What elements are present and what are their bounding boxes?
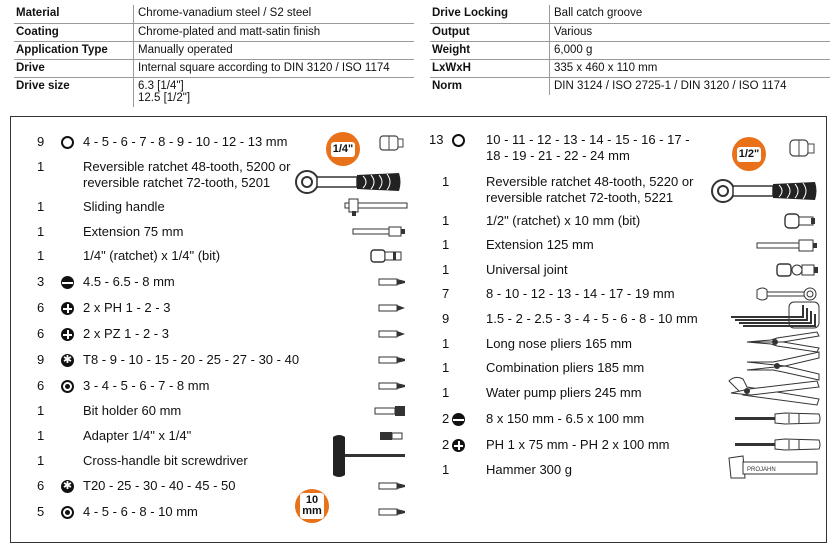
- slotted-screwdriver-icon: [733, 409, 821, 429]
- item-qty: 2: [442, 437, 450, 452]
- item-desc-line2: 18 - 19 - 21 - 22 - 24 mm: [486, 148, 630, 163]
- item-desc-line1: Reversible ratchet 48-tooth, 5200 or: [83, 159, 291, 174]
- item-qty: 5: [37, 504, 45, 519]
- phillips-symbol-icon: [61, 302, 74, 315]
- spec-label: Norm: [430, 78, 550, 95]
- bit-icon: [377, 506, 407, 518]
- item-desc: Sliding handle: [83, 199, 165, 214]
- item-desc: 3 - 4 - 5 - 6 - 7 - 8 mm: [83, 378, 210, 393]
- spec-row-application-type: [14, 41, 414, 59]
- bit-adapter-icon: [367, 247, 407, 265]
- badge-label: 1/2": [738, 147, 760, 160]
- item-desc: 8 - 10 - 12 - 13 - 14 - 17 - 19 mm: [486, 286, 675, 301]
- item-desc: PH 1 x 75 mm - PH 2 x 100 mm: [486, 437, 670, 452]
- torx-symbol-icon: [61, 480, 74, 493]
- cross-handle-screwdriver-icon: [331, 431, 409, 481]
- spec-value: Manually operated: [138, 44, 233, 56]
- item-desc: [83, 159, 290, 191]
- item-qty: 1: [442, 336, 450, 351]
- bit-socket-icon: [781, 212, 821, 230]
- item-qty: 1: [442, 385, 450, 400]
- universal-joint-icon: [775, 261, 819, 279]
- spec-table-left: [14, 5, 414, 107]
- item-qty: 6: [37, 326, 45, 341]
- spec-value: DIN 3124 / ISO 2725-1 / DIN 3120 / ISO 1174: [554, 80, 787, 92]
- spec-table-right: [430, 5, 830, 95]
- sliding-handle-icon: [339, 195, 409, 217]
- item-desc-line1: 10 - 11 - 12 - 13 - 14 - 15 - 16 - 17 -: [486, 132, 690, 147]
- spec-row-norm: [430, 77, 830, 95]
- spec-label: Drive Locking: [430, 5, 550, 23]
- spec-label: Weight: [430, 42, 550, 59]
- extension-icon: [755, 238, 819, 254]
- hammer-brand-label: PROJAHN: [747, 467, 776, 473]
- spec-value: Chrome-vanadium steel / S2 steel: [138, 7, 312, 19]
- drive-size-badge-quarter: [326, 132, 360, 166]
- item-desc: Universal joint: [486, 262, 568, 277]
- spec-label: Drive: [14, 60, 134, 77]
- bit-size-badge-10mm: [295, 489, 329, 523]
- item-qty: 1: [37, 453, 45, 468]
- item-qty: 6: [37, 300, 45, 315]
- item-desc: 4.5 - 6.5 - 8 mm: [83, 274, 175, 289]
- item-desc: Bit holder 60 mm: [83, 403, 182, 418]
- spec-value: Various: [554, 26, 593, 38]
- spec-value: 6,000 g: [554, 44, 593, 56]
- spec-label: Output: [430, 24, 550, 41]
- item-desc: Combination pliers 185 mm: [486, 360, 645, 375]
- spec-label: Material: [14, 5, 134, 23]
- socket-symbol-icon: [452, 134, 465, 147]
- pozidriv-symbol-icon: [61, 328, 74, 341]
- item-desc: 1.5 - 2 - 2.5 - 3 - 4 - 5 - 6 - 8 - 10 mm: [486, 311, 698, 326]
- item-desc: 1/2" (ratchet) x 10 mm (bit): [486, 213, 641, 228]
- drive-size-value-2: 12.5 [1/2"]: [138, 92, 191, 104]
- bit-icon: [377, 480, 407, 492]
- phillips-symbol-icon: [452, 439, 465, 452]
- item-desc: 1/4" (ratchet) x 1/4" (bit): [83, 248, 221, 263]
- item-qty: 1: [37, 248, 45, 263]
- item-qty: 9: [37, 352, 45, 367]
- bit-holder-icon: [373, 404, 407, 418]
- spec-row-dimensions: [430, 59, 830, 77]
- item-desc: Extension 75 mm: [83, 224, 184, 239]
- badge-label: 1/4": [332, 142, 354, 155]
- item-qty: 6: [37, 478, 45, 493]
- water-pump-pliers-icon: [725, 373, 821, 409]
- badge-label: [300, 493, 324, 519]
- spec-row-material: [14, 5, 414, 23]
- set-contents-box: [10, 116, 827, 543]
- item-desc-line1: Reversible ratchet 48-tooth, 5220 or: [486, 174, 694, 189]
- spec-value: 335 x 460 x 110 mm: [554, 62, 658, 74]
- item-desc: 8 x 150 mm - 6.5 x 100 mm: [486, 411, 645, 426]
- badge-line1: 10: [305, 494, 319, 506]
- item-desc: [486, 132, 690, 164]
- bit-icon: [377, 302, 407, 314]
- item-desc: Cross-handle bit screwdriver: [83, 453, 248, 468]
- item-desc: T8 - 9 - 10 - 15 - 20 - 25 - 27 - 30 - 40: [83, 352, 300, 367]
- spec-row-weight: [430, 41, 830, 59]
- item-qty: 9: [37, 134, 45, 149]
- spec-value: Chrome-plated and matt-satin finish: [138, 26, 321, 38]
- item-qty: 9: [442, 311, 450, 326]
- item-desc: 4 - 5 - 6 - 8 - 10 mm: [83, 504, 198, 519]
- socket-symbol-icon: [61, 136, 74, 149]
- drive-size-value-1: 6.3 [1/4"]: [138, 80, 184, 92]
- extension-icon: [351, 224, 407, 240]
- spec-row-drive: [14, 59, 414, 77]
- slotted-symbol-icon: [452, 413, 465, 426]
- item-desc: Adapter 1/4" x 1/4": [83, 428, 192, 443]
- item-desc: Long nose pliers 165 mm: [486, 336, 632, 351]
- bit-icon: [377, 354, 407, 366]
- spec-label: Application Type: [14, 42, 134, 59]
- item-qty: 1: [442, 237, 450, 252]
- bit-icon: [377, 328, 407, 340]
- item-desc: [486, 174, 693, 206]
- item-qty: 3: [37, 274, 45, 289]
- item-qty: 1: [442, 213, 450, 228]
- badge-line2: mm: [302, 505, 322, 517]
- hex-key-set-icon: [727, 299, 821, 329]
- item-desc: 2 x PZ 1 - 2 - 3: [83, 326, 169, 341]
- torx-symbol-icon: [61, 354, 74, 367]
- item-qty: 6: [37, 378, 45, 393]
- spec-row-drive-locking: [430, 5, 830, 23]
- ratchet-icon: [707, 176, 819, 206]
- item-desc: Hammer 300 g: [486, 462, 572, 477]
- hex-symbol-icon: [61, 506, 74, 519]
- item-qty: 1: [442, 262, 450, 277]
- item-desc-line2: reversible ratchet 72-tooth, 5201: [83, 175, 271, 190]
- item-qty: 1: [37, 224, 45, 239]
- spec-value: [134, 78, 414, 107]
- item-qty: 1: [442, 462, 450, 477]
- item-qty: 1: [37, 403, 45, 418]
- spec-label: Drive size: [14, 78, 134, 107]
- item-desc: 2 x PH 1 - 2 - 3: [83, 300, 171, 315]
- item-qty: 13: [429, 132, 444, 147]
- spec-row-drive-size: [14, 77, 414, 107]
- item-desc-line2: reversible ratchet 72-tooth, 5221: [486, 190, 674, 205]
- spec-row-coating: [14, 23, 414, 41]
- item-desc: Extension 125 mm: [486, 237, 594, 252]
- item-qty: 1: [442, 360, 450, 375]
- ratchet-icon: [291, 167, 403, 197]
- item-qty: 7: [442, 286, 450, 301]
- hammer-icon: [725, 452, 821, 482]
- item-qty: 1: [442, 174, 450, 189]
- item-qty: 2: [442, 411, 450, 426]
- bit-icon: [377, 276, 407, 288]
- drive-size-badge-half: [732, 137, 766, 171]
- item-qty: 1: [37, 199, 45, 214]
- bit-icon: [377, 380, 407, 392]
- spec-row-output: [430, 23, 830, 41]
- spec-value: Ball catch groove: [554, 7, 643, 19]
- slotted-symbol-icon: [61, 276, 74, 289]
- hex-symbol-icon: [61, 380, 74, 393]
- spec-label: Coating: [14, 24, 134, 41]
- socket-icon: [377, 132, 407, 154]
- item-qty: 1: [37, 159, 45, 174]
- item-desc: Water pump pliers 245 mm: [486, 385, 642, 400]
- item-desc: 4 - 5 - 6 - 7 - 8 - 9 - 10 - 12 - 13 mm: [83, 134, 288, 149]
- item-desc: T20 - 25 - 30 - 40 - 45 - 50: [83, 478, 236, 493]
- spec-value: Internal square according to DIN 3120 / ISO 1174: [138, 62, 390, 74]
- spec-label: LxWxH: [430, 60, 550, 77]
- item-qty: 1: [37, 428, 45, 443]
- socket-icon: [787, 136, 819, 162]
